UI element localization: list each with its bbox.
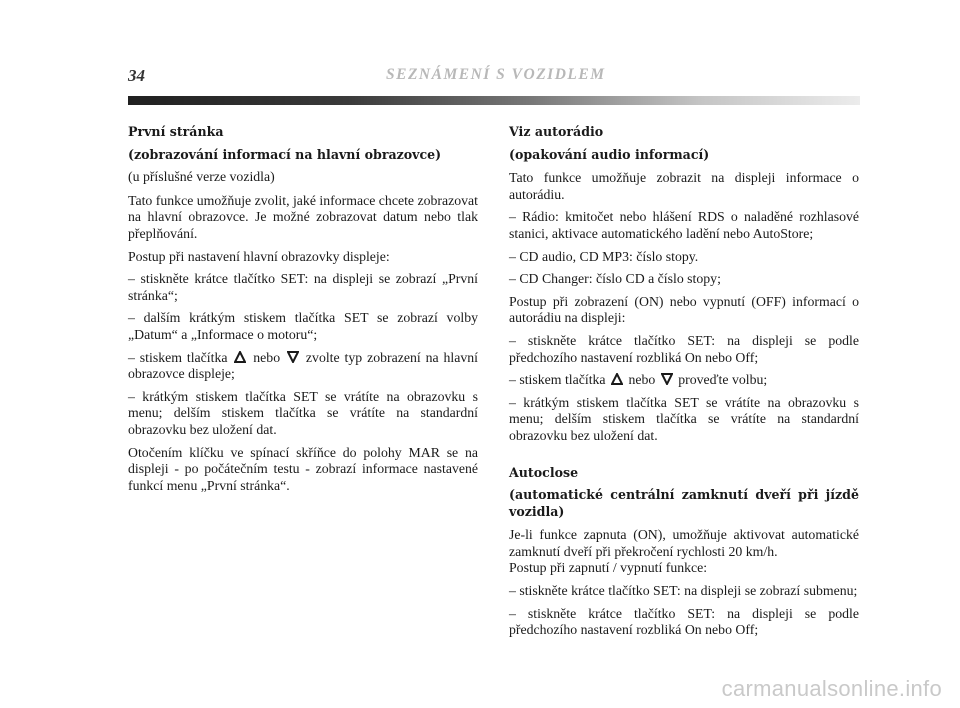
paragraph: Postup při nastavení hlavní obrazovky displeje: [128,248,390,264]
paragraph: Postup při zobrazení (ON) nebo vypnutí (OFF) informací o autorádiu na displeji: [509,293,859,326]
section-gap [509,451,859,465]
section-autoclose-heading [509,465,859,521]
page-number: 34 [128,66,145,85]
header-rule [128,96,860,105]
paragraph: Otočením klíčku ve spínací skříňce do polohy MAR se na displeji - po počátečním testu - zobrazí informace nastavené funkcí menu „První stránka“. [128,444,478,493]
list-item: – CD audio, CD MP3: číslo stopy. [509,248,699,264]
paragraph: Postup při zapnutí / vypnutí funkce: [509,560,708,576]
list-item: – krátkým stiskem tlačítka SET se vrátíte na obrazovku s menu; delším stiskem tlačítka se vrátíte na standardní obrazovku bez uložení dat. [128,388,478,437]
triangle-down-icon [287,351,299,363]
text-run: zvolte typ zobrazení na hlavní obrazovce displeje; [128,349,478,382]
paragraph: Tato funkce umožňuje zvolit, jaké informace chcete zobrazovat na hlavní obrazovce. Je možné zobrazovat datum nebo tlak přeplňování. [128,192,478,241]
section-first-page-heading [128,124,478,186]
section-subtitle: (opakování audio informací) [509,146,710,162]
section-radio-heading [509,124,859,163]
section-title: První stránka [128,124,224,139]
paragraph: Je-li funkce zapnuta (ON), umožňuje aktivovat automatické zamknutí dveří při překročení rychlosti 20 km/h. [509,527,859,559]
section-subtitle: (automatické centrální zamknutí dveří při jízdě vozidla) [509,487,859,519]
text-run: – stiskem tlačítka [128,349,228,365]
list-item: – stiskněte krátce tlačítko SET: na displeji se zobrazí submenu; [509,583,858,599]
paragraph: Tato funkce umožňuje zobrazit na displeji informace o autorádiu. [509,170,859,202]
text-run: proveďte volbu; [678,372,768,388]
list-item [509,372,859,389]
watermark: carmanualsonline.info [721,676,942,701]
version-note: (u příslušné verze vozidla) [128,169,275,185]
right-column [509,124,859,645]
list-item: – krátkým stiskem tlačítka SET se vrátíte na obrazovku s menu; delším stiskem tlačítka se vrátíte na standardní obrazovku bez uložení dat. [509,394,859,443]
triangle-down-icon [661,373,673,385]
text-run: nebo [628,372,656,388]
list-item: – stiskněte krátce tlačítko SET: na displeji se podle předchozího nastavení rozbliká On nebo Off; [509,332,859,365]
text-run: nebo [253,349,281,365]
list-item: – stiskněte krátce tlačítko SET: na displeji se zobrazí „První stránka“; [128,271,478,303]
list-item: – stiskněte krátce tlačítko SET: na displeji se podle předchozího nastavení rozbliká On nebo Off; [509,605,859,638]
list-item: – dalším krátkým stiskem tlačítka SET se zobrazí volby „Datum“ a „Informace o motoru“; [128,310,478,342]
section-title: Viz autorádio [509,124,604,139]
triangle-up-icon [611,373,623,385]
triangle-up-icon [234,351,246,363]
section-subtitle: (zobrazování informací na hlavní obrazovce) [128,146,442,162]
list-item [128,350,478,383]
left-column [128,124,478,500]
text-run: – stiskem tlačítka [509,372,606,388]
list-item: – CD Changer: číslo CD a číslo stopy; [509,271,721,287]
section-title: Autoclose [509,464,579,480]
running-head: SEZNÁMENÍ S VOZIDLEM [386,66,606,83]
list-item: – Rádio: kmitočet nebo hlášení RDS o naladěné rozhlasové stanici, aktivace automatického ladění nebo AutoStore; [509,209,859,241]
